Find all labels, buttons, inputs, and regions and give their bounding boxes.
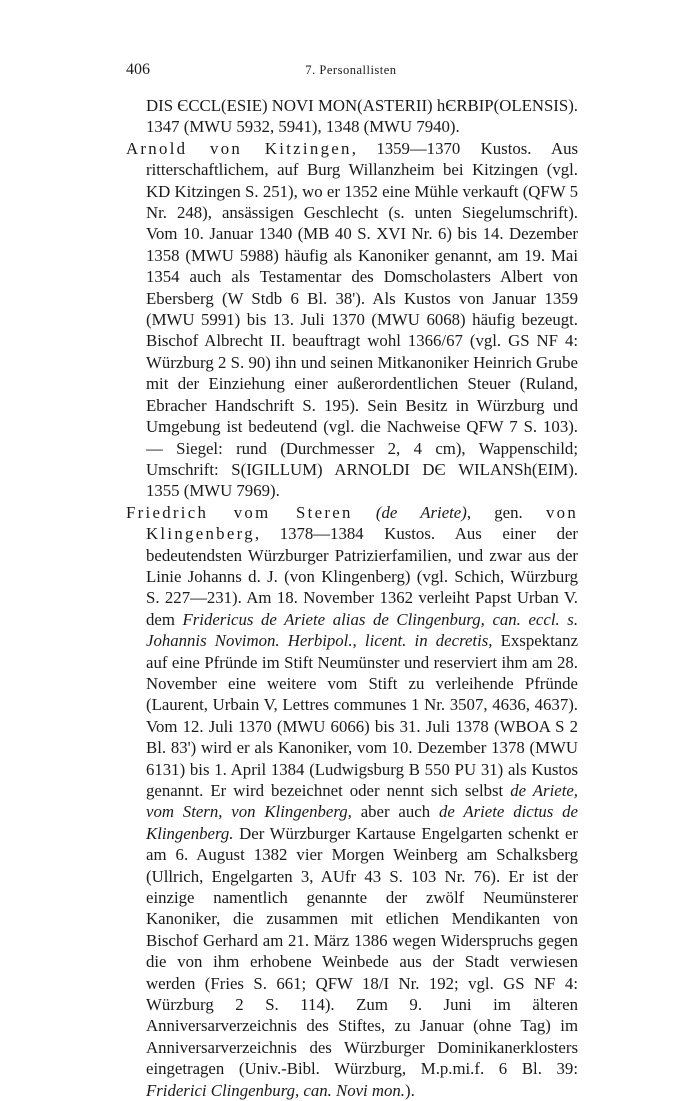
- text-segment: , 1378—1384 Kustos. Aus einer der bedeutendsten Würzburger Patrizierfamilien, und zwar aus der Linie Johanns d. J. (von Klingenberg) (vgl. Schich, Würzburg S. 227—231). Am 18. November 1362 verleiht Papst Urban V. dem: [146, 524, 578, 629]
- entry-friedrich-vom-steren: [126, 502, 578, 1101]
- italic-segment: Fridericus de Ariete alias de Clingenburg, can. eccl. s. Johannis Novimon. Herbipol., licent. in decretis,: [146, 609, 579, 651]
- page-number: 406: [126, 61, 150, 78]
- text-segment: aber auch: [351, 802, 439, 822]
- continuation-paragraph: DIS ЄCCL(ESIE) NOVI MON(ASTERII) hЄRBIP(OLENSIS). 1347 (MWU 5932, 5941), 1348 (MWU 7940).: [146, 96, 578, 137]
- text-segment: ).: [405, 1080, 415, 1100]
- text-segment: Exspektanz auf eine Pfründe im Stift Neumünster und reserviert ihm am 28. November eine weitere vom Stift zu verleihende Pfründe (Laurent, Urbain V, Lettres communes 1 Nr. 3507, 4636, 4637). Vom 12. Juli 1370 (MWU 6066) bis 31. Juli 1378 (WBOA S 2 Bl. 83') wird er als Kanoniker, vom 10. Dezember 1378 (MWU 6131) bis 1. April 1384 (Ludwigsburg B 550 PU 31) als Kustos genannt. Er wird bezeichnet oder nennt sich selbst: [146, 631, 579, 800]
- italic-segment: (de Ariete): [375, 502, 467, 522]
- entry-name: Friedrich vom Steren: [126, 502, 353, 522]
- italic-segment: de Ariete, vom Stern, von Klingenberg,: [146, 781, 578, 822]
- entry-arnold-von-kitzingen: [126, 138, 578, 502]
- text-segment: Der Würzburger Kartause Engelgarten schenkt er am 6. August 1382 vier Morgen Weinberg am Schalksberg (Ullrich, Engelgarten 3, AUfr 43 S. 103 Nr. 76). Er ist der einzige namentlich genannte der zwölf Neumünsterer Kanoniker, die zusammen mit etlichen Mendikanten von Bischof Gerhard am 21. März 1386 wegen Widerspruchs gegen die von ihm erhobene Weinbede aus der Stadt verwiesen werden (Fries S. 661; QFW 18/I Nr. 192; vgl. GS NF 4: Würzburg 2 S. 114). Zum 9. Juni im älteren Anniversarverzeichnis des Stiftes, zu Januar (ohne Tag) im Anniversarverzeichnis des Würzburger Dominikanerklosters eingetragen (Univ.-Bibl. Würzburg, M.p.mi.f. 6 Bl. 39:: [146, 823, 578, 1079]
- entry-segments: [146, 503, 578, 1100]
- entry-segments: [146, 139, 578, 501]
- italic-segment: Friderici Clingenburg, can. Novi mon.: [146, 1080, 405, 1100]
- entry-name: Arnold von Kitzingen: [126, 138, 352, 158]
- entry-text: [126, 138, 578, 502]
- page-header: [126, 61, 576, 81]
- running-head: 7. Personallisten: [305, 63, 397, 77]
- text-segment: , gen.: [466, 502, 546, 522]
- italic-segment: de Ariete dictus de Klingenberg.: [146, 802, 578, 843]
- text-body: [126, 95, 578, 1101]
- entry-text: [126, 502, 579, 1101]
- text-segment: von Klingenberg: [146, 502, 579, 544]
- text-segment: [353, 503, 376, 522]
- text-segment: , 1359—1370 Kustos. Aus ritterschaftlichem, auf Burg Willanzheim bei Kitzingen (vgl. KD Kitzingen S. 251), wo er 1352 eine Mühle verkauft (QFW 5 Nr. 248), ansässigen Geschlecht (s. unten Siegelumschrift). Vom 10. Januar 1340 (MB 40 S. XVI Nr. 6) bis 14. Dezember 1358 (MWU 5988) häufig als Kanoniker genannt, am 19. Mai 1354 auch als Testamentar des Domscholasters Albert von Ebersberg (W Stdb 6 Bl. 38'). Als Kustos von Januar 1359 (MWU 5991) bis 13. Juli 1370 (MWU 6068) häufig bezeugt. Bischof Albrecht II. beauftragt wohl 1366/67 (vgl. GS NF 4: Würzburg 2 S. 90) ihn und seinen Mitkanoniker Heinrich Grube mit der Einziehung einer außerordentlichen Steuer (Ruland, Ebracher Handschrift S. 195). Sein Besitz in Würzburg und Umgebung ist bedeutend (vgl. die Nachweise QFW 7 S. 103). — Siegel: rund (Durchmesser 2, 4 cm), Wappenschild; Umschrift: S(IGILLUM) ARNOLDI DЄ WILANSh(EIM). 1355 (MWU 7969).: [146, 138, 578, 501]
